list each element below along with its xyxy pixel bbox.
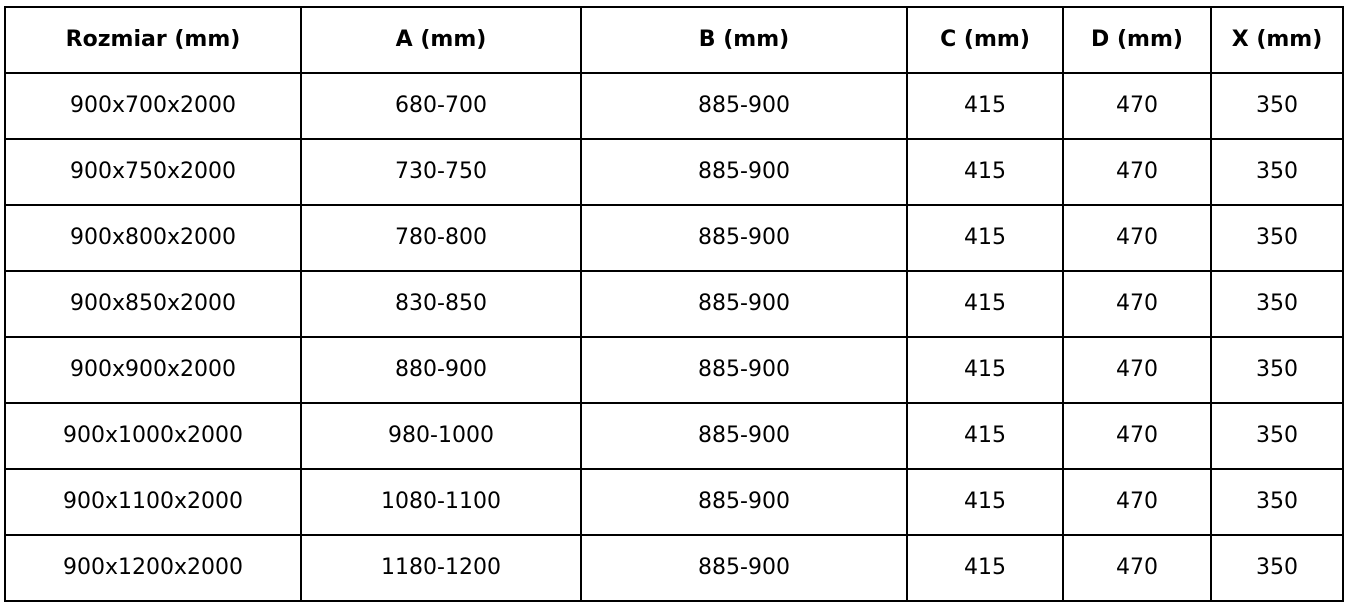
cell-c: 415 — [907, 403, 1063, 469]
table-row — [5, 469, 1343, 535]
cell-c: 415 — [907, 271, 1063, 337]
cell-a: 780-800 — [301, 205, 581, 271]
cell-a: 980-1000 — [301, 403, 581, 469]
cell-rozmiar: 900x1200x2000 — [5, 535, 301, 601]
cell-b: 885-900 — [581, 139, 907, 205]
cell-x: 350 — [1211, 337, 1343, 403]
cell-rozmiar: 900x1000x2000 — [5, 403, 301, 469]
cell-a: 830-850 — [301, 271, 581, 337]
cell-x: 350 — [1211, 403, 1343, 469]
table-row — [5, 403, 1343, 469]
column-header-rozmiar: Rozmiar (mm) — [5, 7, 301, 73]
cell-rozmiar: 900x800x2000 — [5, 205, 301, 271]
cell-x: 350 — [1211, 469, 1343, 535]
cell-d: 470 — [1063, 73, 1211, 139]
cell-b: 885-900 — [581, 403, 907, 469]
cell-d: 470 — [1063, 469, 1211, 535]
cell-x: 350 — [1211, 271, 1343, 337]
column-header-c: C (mm) — [907, 7, 1063, 73]
cell-x: 350 — [1211, 535, 1343, 601]
table-row — [5, 337, 1343, 403]
cell-d: 470 — [1063, 271, 1211, 337]
cell-c: 415 — [907, 139, 1063, 205]
table-header — [5, 7, 1343, 73]
cell-x: 350 — [1211, 205, 1343, 271]
cell-x: 350 — [1211, 139, 1343, 205]
cell-rozmiar: 900x700x2000 — [5, 73, 301, 139]
cell-c: 415 — [907, 337, 1063, 403]
table-header-row — [5, 7, 1343, 73]
cell-c: 415 — [907, 73, 1063, 139]
cell-d: 470 — [1063, 535, 1211, 601]
column-header-d: D (mm) — [1063, 7, 1211, 73]
cell-rozmiar: 900x750x2000 — [5, 139, 301, 205]
table-row — [5, 73, 1343, 139]
column-header-b: B (mm) — [581, 7, 907, 73]
cell-a: 680-700 — [301, 73, 581, 139]
cell-a: 880-900 — [301, 337, 581, 403]
cell-d: 470 — [1063, 337, 1211, 403]
cell-rozmiar: 900x900x2000 — [5, 337, 301, 403]
cell-rozmiar: 900x1100x2000 — [5, 469, 301, 535]
table-row — [5, 271, 1343, 337]
cell-c: 415 — [907, 205, 1063, 271]
cell-c: 415 — [907, 469, 1063, 535]
cell-b: 885-900 — [581, 205, 907, 271]
cell-rozmiar: 900x850x2000 — [5, 271, 301, 337]
cell-b: 885-900 — [581, 271, 907, 337]
cell-a: 730-750 — [301, 139, 581, 205]
table-row — [5, 535, 1343, 601]
cell-d: 470 — [1063, 205, 1211, 271]
column-header-x: X (mm) — [1211, 7, 1343, 73]
cell-b: 885-900 — [581, 535, 907, 601]
specification-table — [4, 6, 1344, 602]
cell-a: 1180-1200 — [301, 535, 581, 601]
cell-d: 470 — [1063, 139, 1211, 205]
cell-d: 470 — [1063, 403, 1211, 469]
cell-a: 1080-1100 — [301, 469, 581, 535]
cell-x: 350 — [1211, 73, 1343, 139]
cell-b: 885-900 — [581, 469, 907, 535]
table-row — [5, 139, 1343, 205]
specification-table-container — [0, 6, 1355, 599]
cell-b: 885-900 — [581, 73, 907, 139]
column-header-a: A (mm) — [301, 7, 581, 73]
table-body — [5, 73, 1343, 601]
table-row — [5, 205, 1343, 271]
cell-b: 885-900 — [581, 337, 907, 403]
cell-c: 415 — [907, 535, 1063, 601]
